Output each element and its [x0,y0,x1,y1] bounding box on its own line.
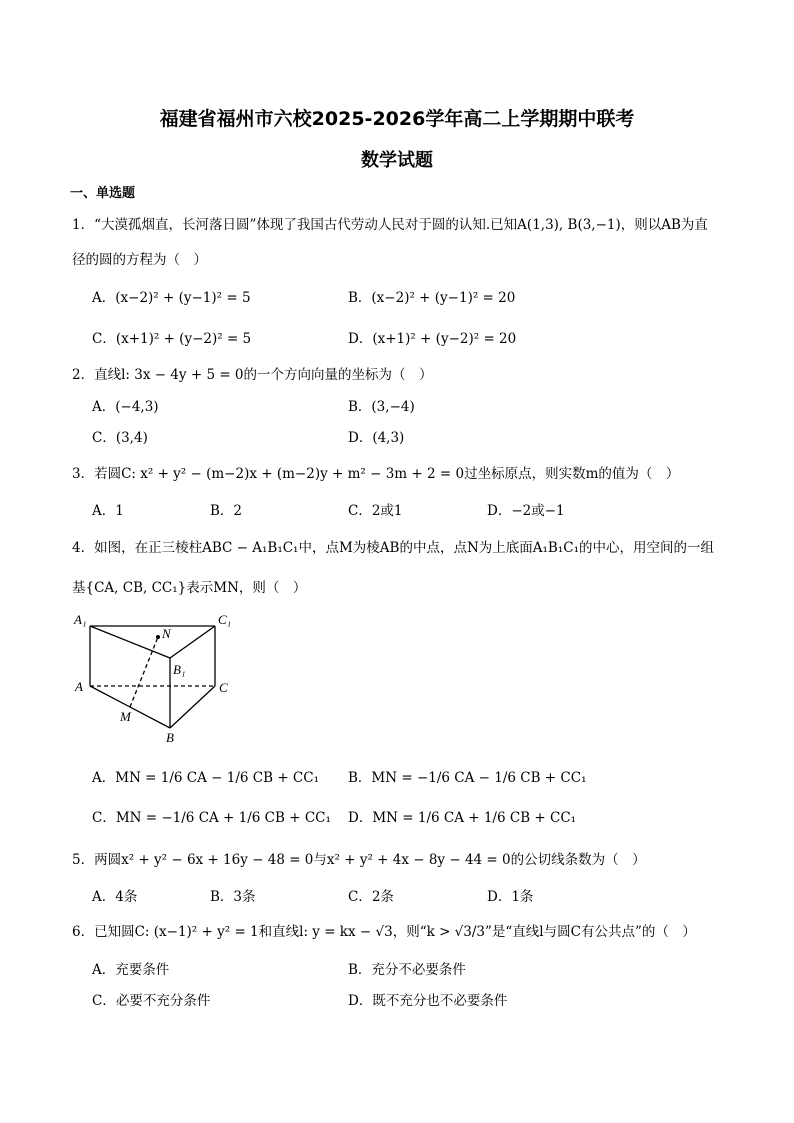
q1-option-b: B．(x−2)² + (y−1)² = 20 [348,290,516,306]
point-n [156,635,160,639]
edge-a1b1 [90,626,170,658]
q1-option-d: D．(x+1)² + (y−2)² = 20 [348,331,517,347]
label-c1: C₁ [218,612,232,627]
q1-stem-line2: 径的圆的方程为（ ） [72,252,207,268]
q3-option-d: D．−2或−1 [487,503,565,519]
q1-option-a: A．(x−2)² + (y−1)² = 5 [92,290,251,306]
page-subtitle: 数学试题 [361,150,433,171]
q4-option-d: D．MN = 1/6 CA + 1/6 CB + CC₁ [348,810,577,826]
q4-stem-line2: 基{CA, CB, CC₁}表示MN，则（ ） [72,580,307,596]
q4-option-a: A．MN = 1/6 CA − 1/6 CB + CC₁ [92,770,320,786]
q5-option-c: C．2条 [348,889,394,905]
q6-option-a: A．充要条件 [92,962,170,978]
q3-option-c: C．2或1 [348,503,403,519]
page-title: 福建省福州市六校2025-2026学年高二上学期期中联考 [159,108,635,130]
q6-option-c: C．必要不充分条件 [92,993,211,1009]
label-m: M [120,709,131,724]
q6-stem: 6．已知圆C: (x−1)² + y² = 1和直线l: y = kx − √3，则“k > √3/3”是“直线l与圆C有公共点”的（ ） [72,924,696,940]
q4-option-b: B．MN = −1/6 CA − 1/6 CB + CC₁ [348,770,587,786]
q5-option-b: B．3条 [210,889,256,905]
q1-option-c: C．(x+1)² + (y−2)² = 5 [92,331,252,347]
q6-option-b: B．充分不必要条件 [348,962,466,978]
label-a1: A₁ [74,612,87,627]
q6-option-d: D．既不充分也不必要条件 [348,993,508,1009]
label-b: B [166,730,174,745]
label-c: C [219,680,228,695]
label-b1: B₁ [173,662,186,677]
q4-stem-line1: 4．如图，在正三棱柱ABC − A₁B₁C₁中，点M为棱AB的中点，点N为上底面A₁B₁C₁的中心，用空间的一组 [72,540,715,556]
prism-figure [70,608,240,748]
q5-option-d: D．1条 [487,889,534,905]
q3-option-a: A．1 [92,503,124,519]
q1-stem-line1: 1．“大漠孤烟直，长河落日圆”体现了我国古代劳动人民对于圆的认知.已知A(1,3), B(3,−1)，则以AB为直 [72,217,708,233]
q2-stem: 2．直线l: 3x − 4y + 5 = 0的一个方向向量的坐标为（ ） [72,367,433,383]
section-heading: 一、单选题 [70,186,136,201]
q5-stem: 5．两圆x² + y² − 6x + 16y − 48 = 0与x² + y² + 4x − 8y − 44 = 0的公切线条数为（ ） [72,852,646,868]
q5-option-a: A．4条 [92,889,138,905]
label-n: N [162,626,171,641]
q2-option-b: B．(3,−4) [348,399,415,415]
q3-option-b: B．2 [210,503,243,519]
edge-bc [170,686,215,728]
q2-option-d: D．(4,3) [348,430,405,446]
q4-option-c: C．MN = −1/6 CA + 1/6 CB + CC₁ [92,810,331,826]
label-a: A [75,679,83,694]
q2-option-c: C．(3,4) [92,430,148,446]
q3-stem: 3．若圆C: x² + y² − (m−2)x + (m−2)y + m² − 3m + 2 = 0过坐标原点，则实数m的值为（ ） [72,466,680,482]
q2-option-a: A．(−4,3) [92,399,159,415]
edge-b1c1 [170,626,215,658]
